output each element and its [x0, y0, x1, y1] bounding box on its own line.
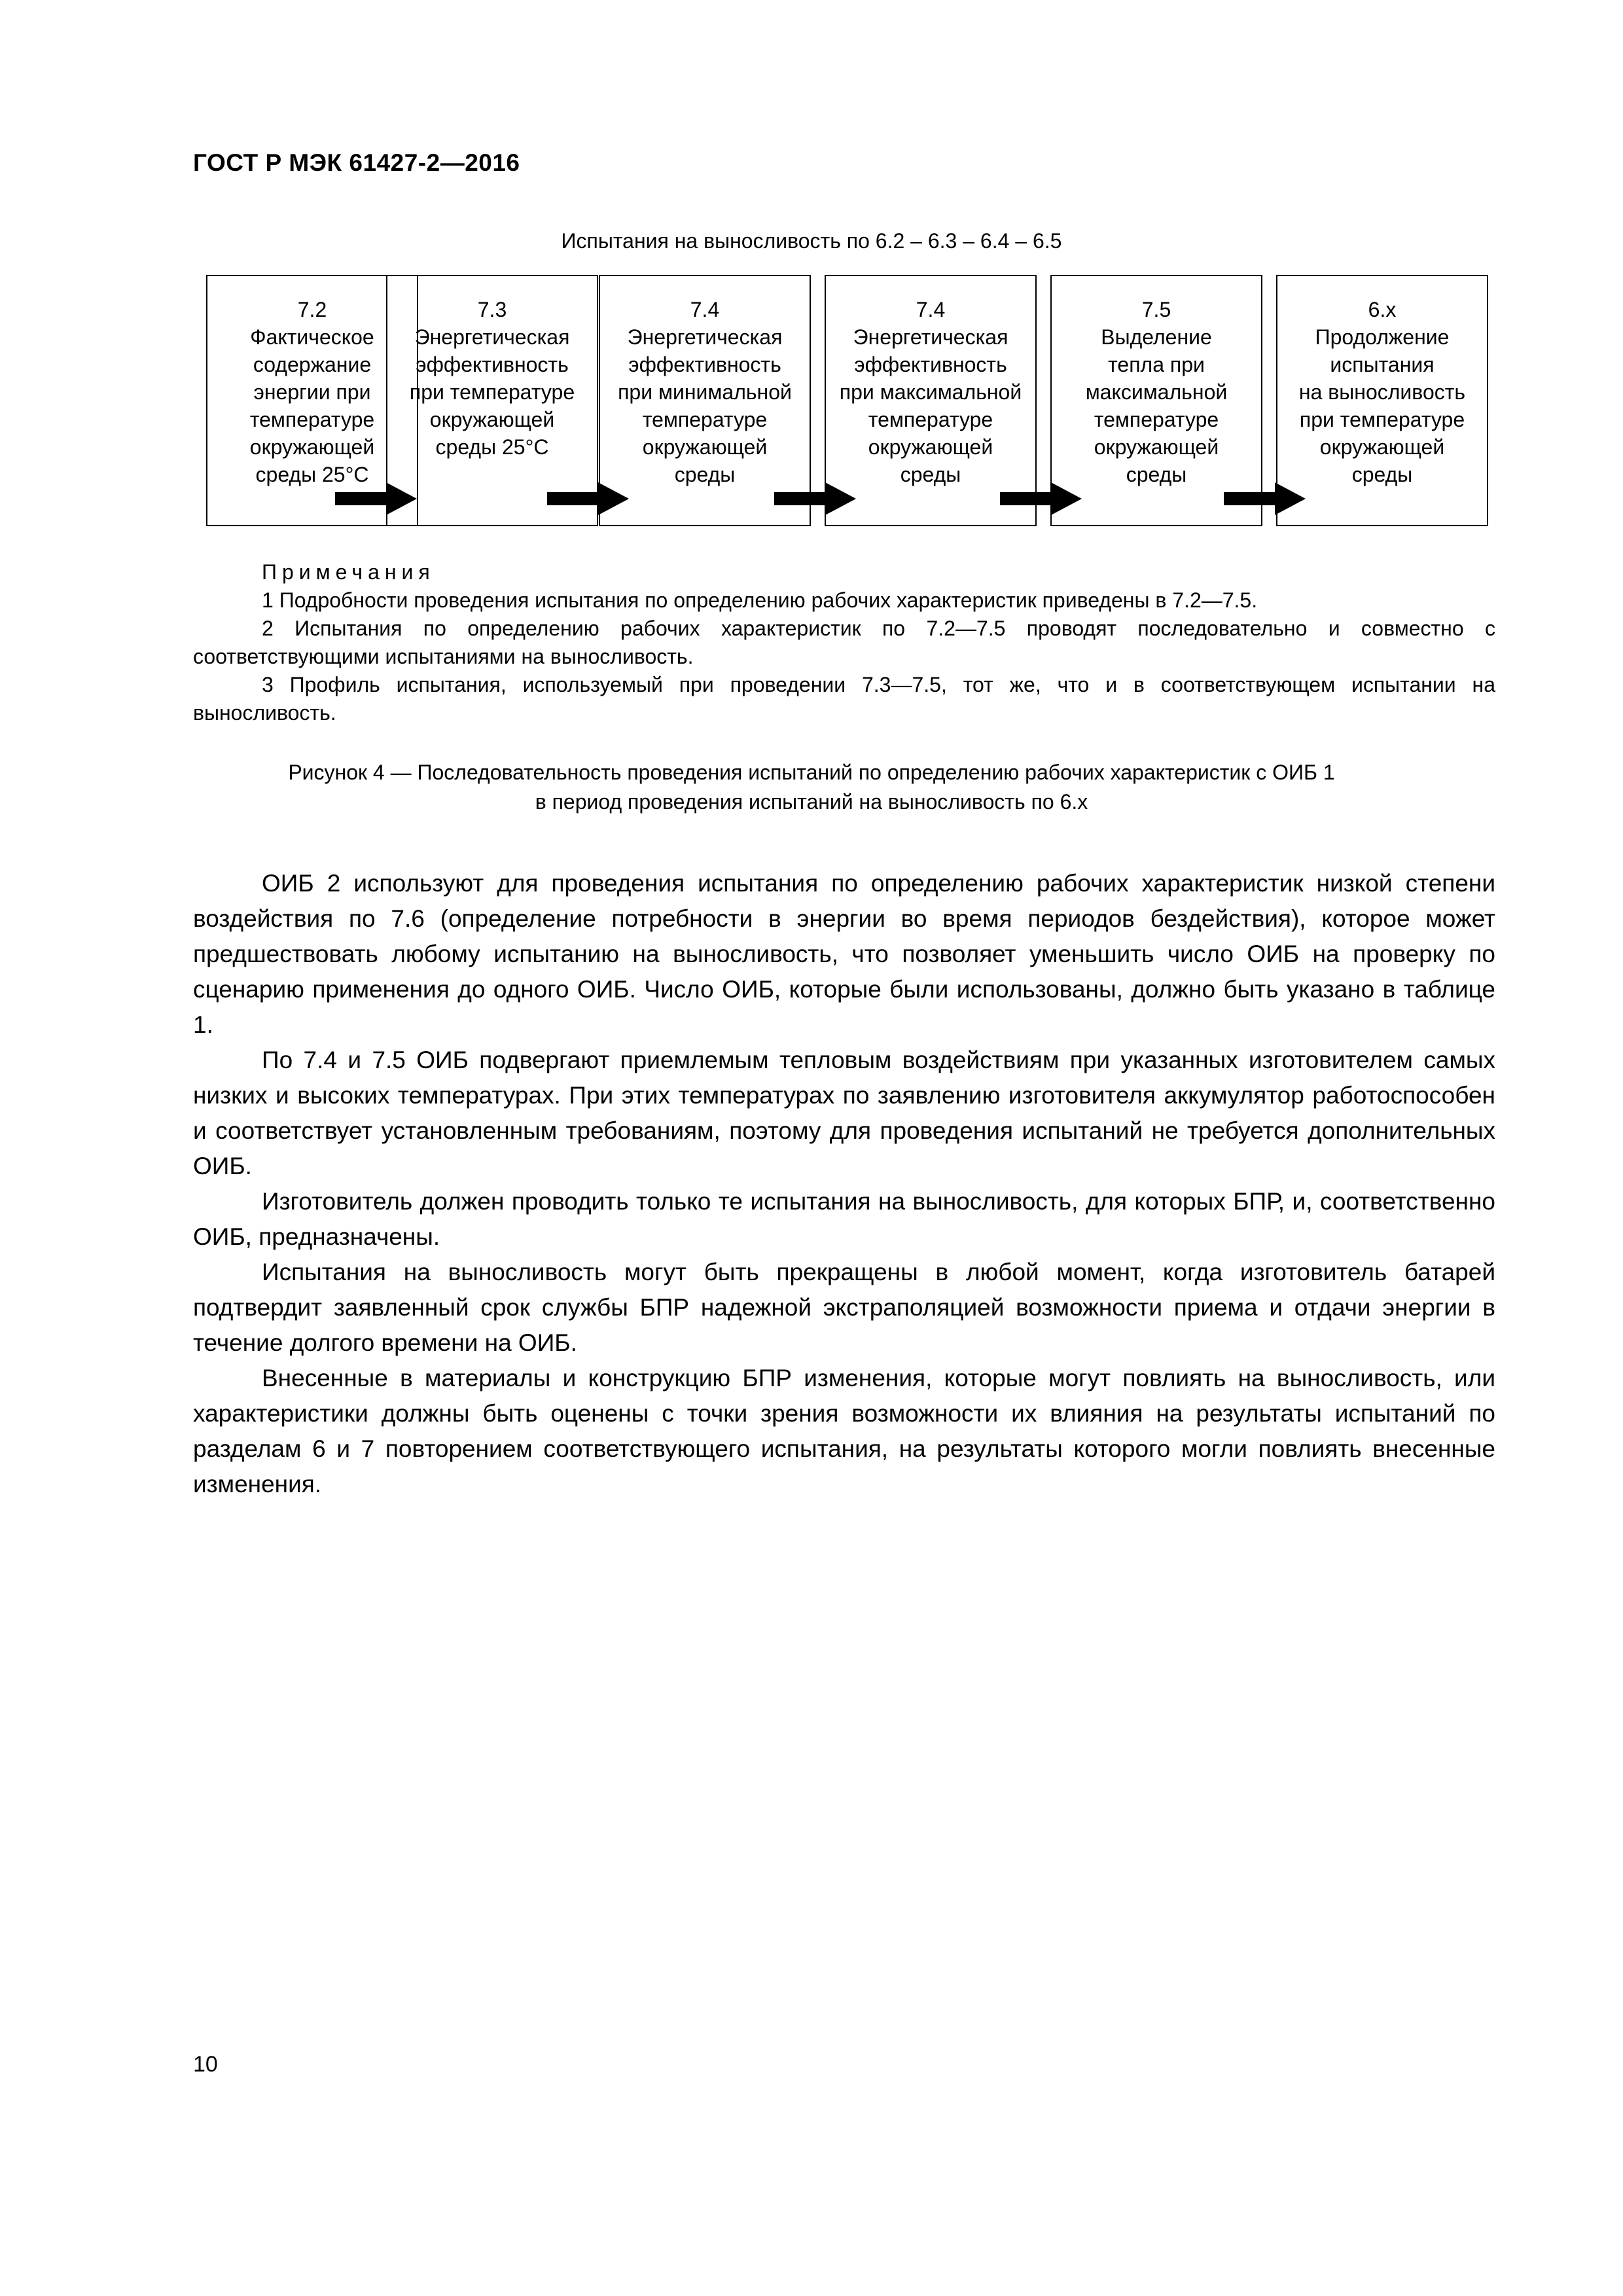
note-item: 2 Испытания по определению рабочих характеристик по 7.2—7.5 проводят последовательно и совместно с соответствующими испытаниями на выносливость.	[193, 617, 1495, 668]
box-line: на выносливость	[1298, 380, 1466, 404]
box-line: при температуре	[409, 380, 575, 404]
box-line: среды 25°С	[435, 435, 549, 459]
box-line: 7.4	[916, 298, 946, 321]
paragraph: Внесенные в материалы и конструкцию БПР изменения, которые могут повлиять на выносливость, или характеристики должны быть оценены с точки зрения возможности их влияния на результаты испытаний по разделам 6 и 7 повторением соответствующего испытания, на результаты которого могли повлиять внесенные изменения.	[193, 1365, 1495, 1498]
box-line: испытания	[1330, 353, 1435, 376]
paragraph: ОИБ 2 используют для проведения испытания по определению рабочих характеристик низкой степени воздействия по 7.6 (определение потребности в энергии во время периодов бездействия), которое может предшествовать любому испытанию на выносливость, что позволяет уменьшить число ОИБ на проверку по сценарию применения до одного ОИБ. Число ОИБ, которые были использованы, должно быть указано в таблице 1.	[193, 870, 1495, 1038]
box-line: 7.3	[477, 298, 507, 321]
box-line: температуре	[249, 408, 375, 431]
page-number: 10	[193, 2052, 218, 2077]
box-line: температуре	[642, 408, 768, 431]
box-line: содержание	[253, 353, 372, 376]
box-line: энергии при	[253, 380, 371, 404]
box-line: окружающей	[249, 435, 375, 459]
paragraph: По 7.4 и 7.5 ОИБ подвергают приемлемым тепловым воздействиям при указанных изготовителем самых низких и высоких температурах. При этих температурах по заявлению изготовителя аккумулятор работоспособен и соответствует установленным требованиям, поэтому для проведения испытаний не требуется дополнительных ОИБ.	[193, 1047, 1495, 1179]
box-line: 6.x	[1368, 298, 1397, 321]
paragraph: Изготовитель должен проводить только те испытания на выносливость, для которых БПР, и, соответственно ОИБ, предназначены.	[193, 1188, 1495, 1250]
box-line: окружающей	[1094, 435, 1219, 459]
box-line: 7.4	[690, 298, 720, 321]
note-item: 1 Подробности проведения испытания по определению рабочих характеристик приведены в 7.2—7.5.	[262, 588, 1258, 612]
paragraph: Испытания на выносливость могут быть прекращены в любой момент, когда изготовитель батарей подтвердит заявленный срок службы БПР надежной экстраполяцией возможности приема и отдачи энергии в течение долгого времени на ОИБ.	[193, 1259, 1495, 1356]
flow-arrow-icon	[774, 482, 856, 515]
box-line: Энергетическая	[853, 325, 1008, 349]
box-line: эффективность	[416, 353, 569, 376]
box-line: Фактическое	[250, 325, 374, 349]
box-line: эффективность	[854, 353, 1007, 376]
box-line: окружающей	[642, 435, 768, 459]
box-line: при минимальной	[618, 380, 792, 404]
body-text	[193, 866, 1495, 1502]
document-header: ГОСТ Р МЭК 61427-2—2016	[193, 149, 520, 176]
note-item: 3 Профиль испытания, используемый при проведении 7.3—7.5, тот же, что и в соответствующем испытании на выносливость.	[193, 673, 1495, 725]
box-line: тепла при	[1108, 353, 1205, 376]
figure-caption	[0, 758, 1623, 817]
box-line: 7.5	[1141, 298, 1171, 321]
box-line: Энергетическая	[414, 325, 570, 349]
box-line: при максимальной	[839, 380, 1022, 404]
box-line: температуре	[1094, 408, 1219, 431]
box-line: эффективность	[628, 353, 781, 376]
flow-arrow-icon	[335, 482, 417, 515]
figure-notes	[193, 558, 1495, 727]
box-line: окружающей	[429, 408, 555, 431]
box-line: среды	[674, 463, 736, 486]
flow-arrow-icon	[1000, 482, 1082, 515]
box-line: среды	[1126, 463, 1187, 486]
flow-arrow-icon	[1224, 482, 1306, 515]
box-line: среды	[1351, 463, 1413, 486]
flow-box-6	[1276, 275, 1488, 526]
box-line: максимальной	[1085, 380, 1228, 404]
box-line: 7.2	[297, 298, 327, 321]
box-line: окружающей	[868, 435, 993, 459]
box-line: среды	[900, 463, 961, 486]
diagram-title: Испытания на выносливость по 6.2 – 6.3 – 6.4 – 6.5	[561, 229, 1062, 253]
caption-line: Рисунок 4 — Последовательность проведения испытаний по определению рабочих характеристик с ОИБ 1	[288, 761, 1335, 784]
notes-heading: Примечания	[262, 560, 435, 584]
box-line: окружающей	[1319, 435, 1445, 459]
box-line: при температуре	[1299, 408, 1465, 431]
box-line: температуре	[868, 408, 993, 431]
box-line: Выделение	[1101, 325, 1212, 349]
flow-arrow-icon	[547, 482, 629, 515]
caption-line: в период проведения испытаний на выносливость по 6.х	[535, 790, 1088, 814]
box-line: Продолжение	[1315, 325, 1450, 349]
box-line: среды 25°С	[255, 463, 369, 486]
box-line: Энергетическая	[627, 325, 783, 349]
